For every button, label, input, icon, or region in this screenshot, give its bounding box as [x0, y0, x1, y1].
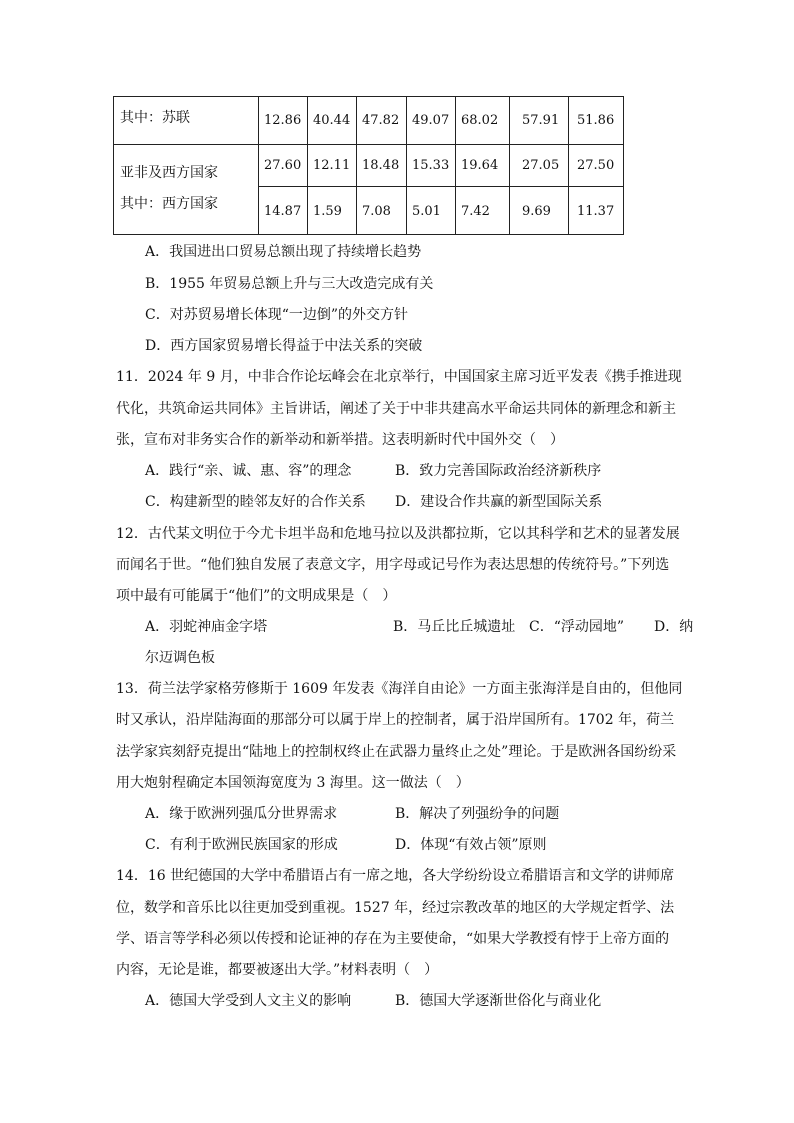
- table-cell: 27.50: [577, 158, 615, 173]
- q11-option-b: B．致力完善国际政治经济新秩序: [395, 463, 602, 479]
- q12-option-c: C．“浮动园地”: [529, 619, 625, 635]
- q11-option-d: D．建设合作共赢的新型国际关系: [395, 494, 603, 510]
- table-cell: 68.02: [461, 113, 499, 128]
- q14-stem-line: 学、语言等学科必须以传授和论证神的存在为主要使命，“如果大学教授有悖于上帝方面的: [116, 931, 670, 947]
- table-cell: 49.07: [412, 113, 450, 128]
- table-divider: [455, 97, 456, 234]
- table-cell: 1.59: [313, 204, 342, 219]
- table-cell: 5.01: [412, 204, 441, 219]
- q12-option-d-continued: 尔迈调色板: [145, 650, 215, 666]
- trade-table: [113, 96, 624, 235]
- table-cell: 18.48: [362, 158, 400, 173]
- q13-stem-line: 时又承认，沿岸陆海面的那部分可以属于岸上的控制者，属于沿岸国所有。1702 年，荷兰: [116, 712, 675, 728]
- table-cell: 19.64: [461, 158, 499, 173]
- q13-stem-line: 13．荷兰法学家格劳修斯于 1609 年发表《海洋自由论》一方面主张海洋是自由的，但他同: [116, 681, 683, 697]
- table-divider: [258, 97, 259, 234]
- q12-stem-line: 项中最有可能属于“他们”的文明成果是（ ）: [116, 588, 397, 604]
- table-cell: 51.86: [577, 113, 615, 128]
- q12-stem-line: 12．古代某文明位于今尤卡坦半岛和危地马拉以及洪都拉斯，它以其科学和艺术的显著发展: [116, 526, 680, 542]
- table-divider: [356, 97, 357, 234]
- q11-stem-line: 张，宣布对非务实合作的新举动和新举措。这表明新时代中国外交（ ）: [116, 432, 564, 448]
- q12-option-a: A．羽蛇神庙金字塔: [145, 619, 268, 635]
- table-cell: 11.37: [577, 204, 615, 219]
- q13-stem-line: 用大炮射程确定本国领海宽度为 3 海里。这一做法（ ）: [116, 775, 470, 791]
- q12-stem-line: 而闻名于世。“他们独自发展了表意文字，用字母或记号作为表达思想的传统符号。”下列选: [116, 557, 670, 573]
- table-cell: 12.86: [264, 113, 302, 128]
- q13-stem-line: 法学家宾刻舒克提出“陆地上的控制权终止在武器力量终止之处”理论。于是欧洲各国纷纷采: [116, 744, 677, 760]
- q11-stem-line: 代化，共筑命运共同体》主旨讲话，阐述了关于中非共建高水平命运共同体的新理念和新主: [116, 401, 676, 417]
- q11-stem-line: 11．2024 年 9 月，中非合作论坛峰会在北京举行，中国国家主席习近平发表《携手推进现: [116, 369, 682, 385]
- q11-option-a: A．践行“亲、诚、惠、容”的理念: [145, 463, 352, 479]
- q14-option-a: A．德国大学受到人文主义的影响: [145, 993, 352, 1009]
- table-divider: [509, 97, 510, 234]
- q10-option-a: A．我国进出口贸易总额出现了持续增长趋势: [145, 244, 422, 260]
- table-cell: 7.42: [461, 204, 490, 219]
- table-row-label: 其中：苏联: [120, 110, 190, 126]
- table-cell: 7.08: [362, 204, 391, 219]
- table-cell: 40.44: [313, 113, 351, 128]
- q13-option-d: D．体现“有效占领”原则: [395, 837, 547, 853]
- table-row-label: 其中：西方国家: [120, 196, 218, 212]
- q14-stem-line: 14．16 世纪德国的大学中希腊语占有一席之地，各大学纷纷设立希腊语言和文学的讲师席: [116, 868, 675, 884]
- table-divider: [114, 144, 623, 145]
- table-cell: 12.11: [313, 158, 351, 173]
- q12-option-d: D．纳: [654, 619, 694, 635]
- table-cell: 14.87: [264, 204, 302, 219]
- table-divider: [406, 97, 407, 234]
- table-cell: 27.05: [522, 158, 560, 173]
- table-row-label: 亚非及西方国家: [120, 165, 218, 181]
- q10-option-c: C．对苏贸易增长体现“一边倒”的外交方针: [145, 307, 409, 323]
- table-cell: 27.60: [264, 158, 302, 173]
- table-divider: [258, 186, 623, 187]
- q10-option-b: B．1955 年贸易总额上升与三大改造完成有关: [145, 276, 434, 292]
- q13-option-c: C．有利于欧洲民族国家的形成: [145, 837, 338, 853]
- q13-option-a: A．缘于欧洲列强瓜分世界需求: [145, 806, 338, 822]
- q13-option-b: B．解决了列强纷争的问题: [395, 806, 560, 822]
- table-divider: [307, 97, 308, 234]
- q14-option-b: B．德国大学逐渐世俗化与商业化: [395, 993, 602, 1009]
- q14-stem-line: 内容，无论是谁，都要被逐出大学。”材料表明（ ）: [116, 962, 439, 978]
- table-cell: 9.69: [522, 204, 551, 219]
- table-divider: [568, 97, 569, 234]
- table-cell: 15.33: [412, 158, 450, 173]
- q11-option-c: C．构建新型的睦邻友好的合作关系: [145, 494, 366, 510]
- q14-stem-line: 位，数学和音乐比以往更加受到重视。1527 年，经过宗教改革的地区的大学规定哲学、法: [116, 900, 675, 916]
- table-cell: 57.91: [522, 113, 560, 128]
- q10-option-d: D．西方国家贸易增长得益于中法关系的突破: [145, 338, 423, 354]
- table-cell: 47.82: [362, 113, 400, 128]
- q12-option-b: B．马丘比丘城遗址: [393, 619, 516, 635]
